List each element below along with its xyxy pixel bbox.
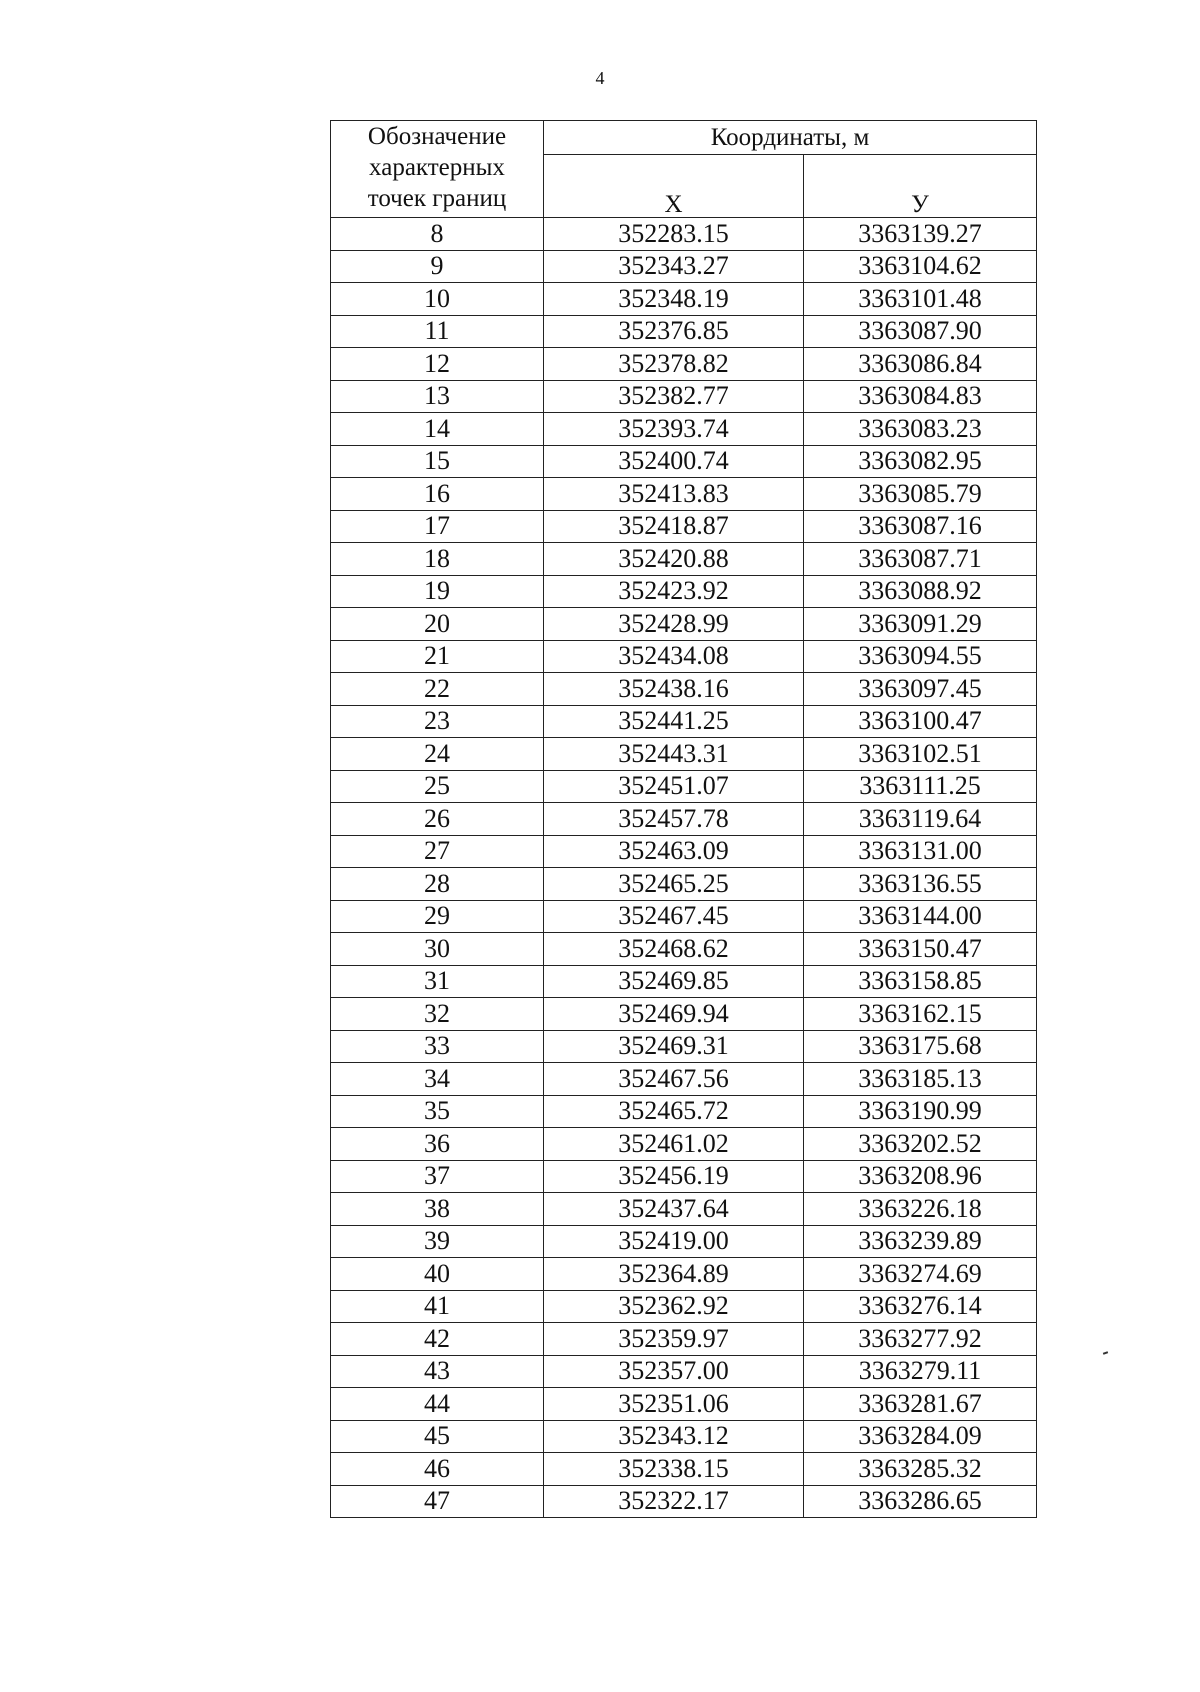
y-coordinate-cell: 3363082.95 xyxy=(804,445,1037,478)
y-coordinate-cell: 3363087.16 xyxy=(804,510,1037,543)
point-number-cell: 16 xyxy=(331,478,544,511)
x-coordinate-cell: 352393.74 xyxy=(544,413,804,446)
header-coordinates: Координаты, м xyxy=(544,121,1037,155)
x-coordinate-cell: 352419.00 xyxy=(544,1225,804,1258)
table-row xyxy=(331,1030,1037,1063)
table-row xyxy=(331,868,1037,901)
page-number: 4 xyxy=(595,68,605,88)
point-number-cell: 18 xyxy=(331,543,544,576)
table-row xyxy=(331,1063,1037,1096)
y-coordinate-cell: 3363083.23 xyxy=(804,413,1037,446)
table-row xyxy=(331,283,1037,316)
point-number-cell: 31 xyxy=(331,965,544,998)
table-header xyxy=(331,121,1037,218)
y-coordinate-cell: 3363274.69 xyxy=(804,1258,1037,1291)
x-coordinate-cell: 352413.83 xyxy=(544,478,804,511)
x-coordinate-cell: 352382.77 xyxy=(544,380,804,413)
point-number-cell: 19 xyxy=(331,575,544,608)
x-coordinate-cell: 352362.92 xyxy=(544,1290,804,1323)
table-body xyxy=(331,218,1037,1518)
table-row xyxy=(331,673,1037,706)
x-coordinate-cell: 352378.82 xyxy=(544,348,804,381)
point-number-cell: 25 xyxy=(331,770,544,803)
header-point-designation xyxy=(331,121,544,218)
point-number-cell: 24 xyxy=(331,738,544,771)
x-coordinate-cell: 352467.45 xyxy=(544,900,804,933)
y-coordinate-cell: 3363276.14 xyxy=(804,1290,1037,1323)
y-coordinate-cell: 3363239.89 xyxy=(804,1225,1037,1258)
x-coordinate-cell: 352463.09 xyxy=(544,835,804,868)
y-coordinate-cell: 3363162.15 xyxy=(804,998,1037,1031)
x-coordinate-cell: 352338.15 xyxy=(544,1453,804,1486)
table-row xyxy=(331,1323,1037,1356)
point-number-cell: 47 xyxy=(331,1485,544,1518)
y-coordinate-cell: 3363202.52 xyxy=(804,1128,1037,1161)
table-row xyxy=(331,478,1037,511)
table-row xyxy=(331,640,1037,673)
table-row xyxy=(331,510,1037,543)
y-coordinate-cell: 3363104.62 xyxy=(804,250,1037,283)
y-coordinate-cell: 3363208.96 xyxy=(804,1160,1037,1193)
x-coordinate-cell: 352437.64 xyxy=(544,1193,804,1226)
x-coordinate-cell: 352469.94 xyxy=(544,998,804,1031)
y-coordinate-cell: 3363094.55 xyxy=(804,640,1037,673)
table-row xyxy=(331,1258,1037,1291)
x-coordinate-cell: 352283.15 xyxy=(544,218,804,251)
y-coordinate-cell: 3363100.47 xyxy=(804,705,1037,738)
x-coordinate-cell: 352457.78 xyxy=(544,803,804,836)
header-designation-line-2: характерных xyxy=(369,154,505,181)
point-number-cell: 17 xyxy=(331,510,544,543)
x-coordinate-cell: 352451.07 xyxy=(544,770,804,803)
y-coordinate-cell: 3363085.79 xyxy=(804,478,1037,511)
x-coordinate-cell: 352359.97 xyxy=(544,1323,804,1356)
x-coordinate-cell: 352456.19 xyxy=(544,1160,804,1193)
table-row xyxy=(331,348,1037,381)
table-row xyxy=(331,543,1037,576)
table-row xyxy=(331,770,1037,803)
point-number-cell: 45 xyxy=(331,1420,544,1453)
point-number-cell: 8 xyxy=(331,218,544,251)
point-number-cell: 38 xyxy=(331,1193,544,1226)
y-coordinate-cell: 3363139.27 xyxy=(804,218,1037,251)
y-coordinate-cell: 3363136.55 xyxy=(804,868,1037,901)
point-number-cell: 42 xyxy=(331,1323,544,1356)
point-number-cell: 21 xyxy=(331,640,544,673)
point-number-cell: 15 xyxy=(331,445,544,478)
y-coordinate-cell: 3363084.83 xyxy=(804,380,1037,413)
table-row xyxy=(331,380,1037,413)
y-coordinate-cell: 3363131.00 xyxy=(804,835,1037,868)
x-coordinate-cell: 352443.31 xyxy=(544,738,804,771)
point-number-cell: 46 xyxy=(331,1453,544,1486)
y-coordinate-cell: 3363111.25 xyxy=(804,770,1037,803)
table-row xyxy=(331,998,1037,1031)
x-coordinate-cell: 352418.87 xyxy=(544,510,804,543)
point-number-cell: 23 xyxy=(331,705,544,738)
point-number-cell: 44 xyxy=(331,1388,544,1421)
y-coordinate-cell: 3363285.32 xyxy=(804,1453,1037,1486)
point-number-cell: 39 xyxy=(331,1225,544,1258)
x-coordinate-cell: 352357.00 xyxy=(544,1355,804,1388)
x-coordinate-cell: 352469.85 xyxy=(544,965,804,998)
point-number-cell: 20 xyxy=(331,608,544,641)
y-coordinate-cell: 3363279.11 xyxy=(804,1355,1037,1388)
x-coordinate-cell: 352438.16 xyxy=(544,673,804,706)
table-row xyxy=(331,900,1037,933)
y-coordinate-cell: 3363097.45 xyxy=(804,673,1037,706)
table-row xyxy=(331,1095,1037,1128)
table-row xyxy=(331,1420,1037,1453)
point-number-cell: 40 xyxy=(331,1258,544,1291)
y-coordinate-cell: 3363088.92 xyxy=(804,575,1037,608)
y-coordinate-cell: 3363286.65 xyxy=(804,1485,1037,1518)
table-row xyxy=(331,413,1037,446)
x-coordinate-cell: 352465.25 xyxy=(544,868,804,901)
x-coordinate-cell: 352348.19 xyxy=(544,283,804,316)
table-row xyxy=(331,608,1037,641)
x-coordinate-cell: 352461.02 xyxy=(544,1128,804,1161)
table-row xyxy=(331,803,1037,836)
table-row xyxy=(331,1485,1037,1518)
x-coordinate-cell: 352441.25 xyxy=(544,705,804,738)
y-coordinate-cell: 3363087.71 xyxy=(804,543,1037,576)
point-number-cell: 37 xyxy=(331,1160,544,1193)
table-row xyxy=(331,445,1037,478)
point-number-cell: 30 xyxy=(331,933,544,966)
point-number-cell: 13 xyxy=(331,380,544,413)
point-number-cell: 14 xyxy=(331,413,544,446)
x-coordinate-cell: 352364.89 xyxy=(544,1258,804,1291)
table-row xyxy=(331,1290,1037,1323)
table-row xyxy=(331,218,1037,251)
x-coordinate-cell: 352420.88 xyxy=(544,543,804,576)
x-coordinate-cell: 352343.12 xyxy=(544,1420,804,1453)
point-number-cell: 26 xyxy=(331,803,544,836)
y-coordinate-cell: 3363101.48 xyxy=(804,283,1037,316)
y-coordinate-cell: 3363185.13 xyxy=(804,1063,1037,1096)
y-coordinate-cell: 3363102.51 xyxy=(804,738,1037,771)
table-row xyxy=(331,965,1037,998)
table-row xyxy=(331,250,1037,283)
x-coordinate-cell: 352469.31 xyxy=(544,1030,804,1063)
x-coordinate-cell: 352465.72 xyxy=(544,1095,804,1128)
header-y: У xyxy=(804,155,1037,218)
y-coordinate-cell: 3363158.85 xyxy=(804,965,1037,998)
x-coordinate-cell: 352428.99 xyxy=(544,608,804,641)
point-number-cell: 29 xyxy=(331,900,544,933)
x-coordinate-cell: 352351.06 xyxy=(544,1388,804,1421)
point-number-cell: 9 xyxy=(331,250,544,283)
point-number-cell: 33 xyxy=(331,1030,544,1063)
point-number-cell: 34 xyxy=(331,1063,544,1096)
table-row xyxy=(331,1388,1037,1421)
x-coordinate-cell: 352376.85 xyxy=(544,315,804,348)
x-coordinate-cell: 352434.08 xyxy=(544,640,804,673)
table-row xyxy=(331,315,1037,348)
y-coordinate-cell: 3363175.68 xyxy=(804,1030,1037,1063)
header-x: X xyxy=(544,155,804,218)
x-coordinate-cell: 352467.56 xyxy=(544,1063,804,1096)
x-coordinate-cell: 352400.74 xyxy=(544,445,804,478)
y-coordinate-cell: 3363226.18 xyxy=(804,1193,1037,1226)
table-row xyxy=(331,933,1037,966)
table-row xyxy=(331,1355,1037,1388)
table-row xyxy=(331,738,1037,771)
table-row xyxy=(331,705,1037,738)
y-coordinate-cell: 3363150.47 xyxy=(804,933,1037,966)
y-coordinate-cell: 3363087.90 xyxy=(804,315,1037,348)
table-row xyxy=(331,1453,1037,1486)
x-coordinate-cell: 352468.62 xyxy=(544,933,804,966)
y-coordinate-cell: 3363119.64 xyxy=(804,803,1037,836)
point-number-cell: 41 xyxy=(331,1290,544,1323)
table-row xyxy=(331,575,1037,608)
y-coordinate-cell: 3363091.29 xyxy=(804,608,1037,641)
point-number-cell: 28 xyxy=(331,868,544,901)
table-row xyxy=(331,835,1037,868)
table-row xyxy=(331,1193,1037,1226)
table-row xyxy=(331,1225,1037,1258)
x-coordinate-cell: 352423.92 xyxy=(544,575,804,608)
point-number-cell: 35 xyxy=(331,1095,544,1128)
point-number-cell: 11 xyxy=(331,315,544,348)
y-coordinate-cell: 3363281.67 xyxy=(804,1388,1037,1421)
point-number-cell: 10 xyxy=(331,283,544,316)
point-number-cell: 22 xyxy=(331,673,544,706)
point-number-cell: 36 xyxy=(331,1128,544,1161)
point-number-cell: 43 xyxy=(331,1355,544,1388)
scan-speck xyxy=(1103,1351,1108,1355)
point-number-cell: 32 xyxy=(331,998,544,1031)
y-coordinate-cell: 3363277.92 xyxy=(804,1323,1037,1356)
y-coordinate-cell: 3363144.00 xyxy=(804,900,1037,933)
point-number-cell: 27 xyxy=(331,835,544,868)
x-coordinate-cell: 352322.17 xyxy=(544,1485,804,1518)
header-designation-line-3: точек границ xyxy=(367,185,507,212)
x-coordinate-cell: 352343.27 xyxy=(544,250,804,283)
y-coordinate-cell: 3363086.84 xyxy=(804,348,1037,381)
header-designation-line-1: Обозначение xyxy=(367,123,507,150)
table-row xyxy=(331,1160,1037,1193)
y-coordinate-cell: 3363284.09 xyxy=(804,1420,1037,1453)
y-coordinate-cell: 3363190.99 xyxy=(804,1095,1037,1128)
point-number-cell: 12 xyxy=(331,348,544,381)
table-row xyxy=(331,1128,1037,1161)
coordinates-table xyxy=(330,120,1037,1518)
